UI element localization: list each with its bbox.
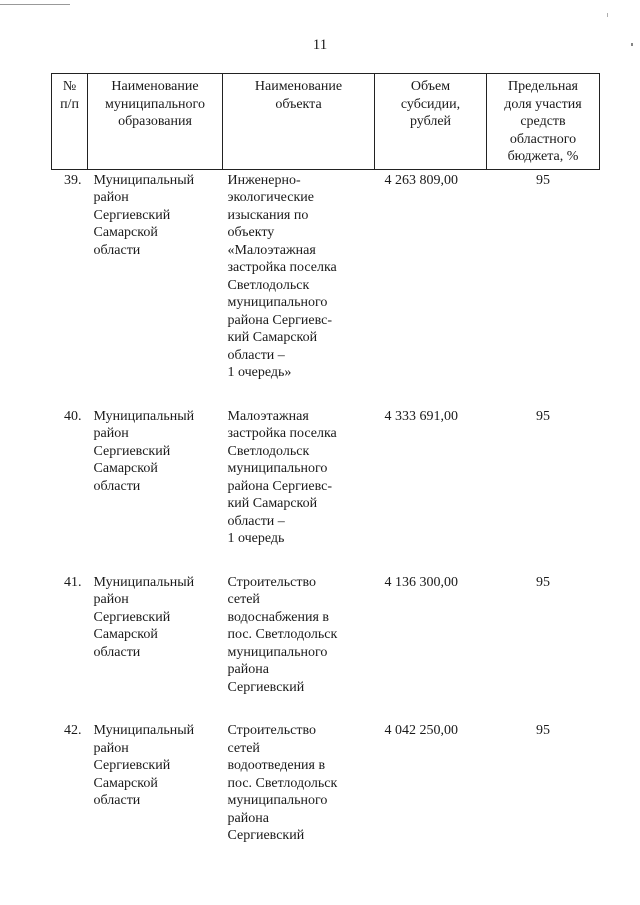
row-amount: 4 333 691,00 [384,408,458,424]
row-share: 95 [536,723,550,738]
row-object: Строительство сетей водоотведения в пос. Светлодольск муниципального района Сергиевский [227,723,338,843]
row-num: 41. [64,574,82,590]
row-municipality: Муниципальный район Сергиевский Самарской области [93,408,195,494]
scan-artifact-dot [607,13,608,17]
table-row [52,721,600,870]
row-amount: 4 042 250,00 [384,723,458,738]
row-municipality: Муниципальный район Сергиевский Самарской области [93,723,195,808]
row-num: 39. [64,172,82,188]
table-row [52,407,600,573]
table-body [52,169,600,870]
header-row [52,74,600,170]
row-share: 95 [536,408,550,424]
row-object: Строительство сетей водоснабжения в пос. Светлодольск муниципального района Сергиевский [227,574,338,695]
row-num: 42. [64,723,82,738]
row-object: Малоэтажная застройка поселка Светлодольск муниципального района Сергиевс- кий Самарской области – 1 очередь [227,408,337,546]
scan-artifact-line [0,4,70,5]
row-object: Инженерно- экологические изыскания по объекту «Малоэтажная застройка поселка Светлодольск муниципального района Сергиевс- кий Самарской области – 1 очередь» [227,172,337,380]
page-number: 11 [312,37,328,53]
header-municipality: Наименование муниципального образования [88,74,223,170]
header-object: Наименование объекта [223,74,375,170]
subsidy-table [51,73,600,870]
table-row [52,573,600,722]
row-municipality: Муниципальный район Сергиевский Самарской области [93,574,195,660]
table-header [52,74,600,170]
row-share: 95 [536,172,550,188]
row-municipality: Муниципальный район Сергиевский Самарской области [93,172,195,258]
row-num: 40. [64,408,82,424]
header-share: Предельная доля участия средств областного бюджета, % [487,74,600,170]
row-amount: 4 263 809,00 [384,172,458,188]
row-share: 95 [536,574,550,590]
table-row [52,169,600,407]
header-amount: Объем субсидии, рублей [375,74,487,170]
header-num: № п/п [52,74,88,170]
row-amount: 4 136 300,00 [384,574,458,590]
